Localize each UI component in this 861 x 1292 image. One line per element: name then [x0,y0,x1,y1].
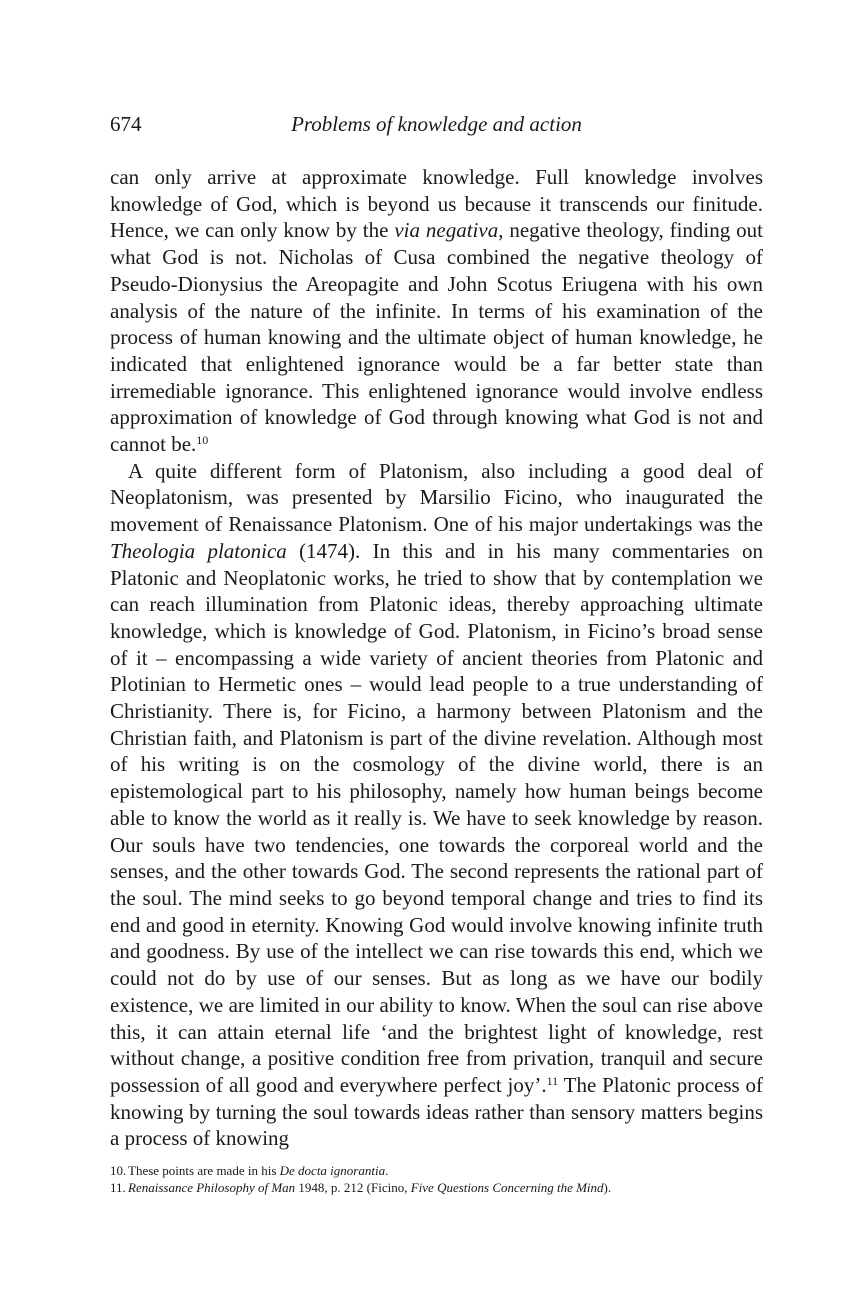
text-run: ). [603,1179,612,1195]
footnote-ref: 11 [546,1073,559,1088]
text-run: (1474). In this and in his many commentaries on Platonic and Neoplatonic works, he tried to show that by contemplation we can reach illumination from Platonic ideas, thereby approaching ultimate knowledge, which is knowledge of God. Platonism, in Ficino’s broad sense of it – encompassing a wide variety of ancient theories from Platonic and Plotinian to Hermetic ones – would lead people to a true understanding of Christianity. There is, for Ficino, a harmony between Platonism and the Christian faith, and Platonism is part of the divine revelation. Although most of his writing is on the cosmology of the divine world, there is an epistemological part to his philosophy, namely how human beings become able to know the world as it really is. We have to seek knowledge by reason. Our souls have two tendencies, one towards the corporeal world and the senses, and the other towards God. The second represents the rational part of the soul. The mind seeks to go beyond temporal change and tries to find its end and good in eternity. Knowing God would involve knowing infinite truth and goodness. By use of the intellect we can rise towards this end, which we could not do by use of our senses. But as long as we have our bodily existence, we are limited in our ability to know. When the soul can rise above this, it can attain eternal life ‘and the brightest light of knowledge, rest without change, a positive condition free from privation, tranquil and secure possession of all good and everywhere perfect joy’. [110,538,763,1097]
text-run: . [385,1163,389,1179]
footnotes [110,1163,763,1196]
italic-text: De docta ignorantia [279,1163,386,1179]
text-run: 1948, p. 212 (Ficino, [295,1179,411,1195]
footnote-11 [110,1180,763,1197]
footnote-text [128,1163,388,1180]
italic-text: Renaissance Philosophy of Man [128,1179,296,1195]
paragraph-2 [110,458,763,1152]
footnote-number: 10. [110,1163,127,1179]
italic-text: Theologia platonica [110,538,287,563]
footnote-text [128,1180,611,1197]
paragraph-1 [110,164,763,458]
page-number: 674 [110,112,142,136]
italic-text: via negativa [394,218,499,243]
text-run: A quite different form of Platonism, also including a good deal of Neoplatonism, was presented by Marsilio Ficino, who inaugurated the movement of Renaissance Platonism. One of his major undertakings was the [110,458,763,537]
footnote-10 [110,1163,763,1180]
text-run: These points are made in his [128,1163,280,1179]
italic-text: Five Questions Concerning the Mind [410,1179,604,1195]
body-text [110,164,763,1152]
footnote-number: 11. [110,1179,126,1195]
text-run: The Platonic process of knowing by turning the soul towards ideas rather than sensory matters begins a process of knowing [110,1072,763,1151]
footnote-ref: 10 [196,433,209,448]
text-run: , negative theology, finding out what God is not. Nicholas of Cusa combined the negative theology of Pseudo-Dionysius the Areopagite and John Scotus Eriugena with his own analysis of the nature of the infinite. In terms of his examination of the process of human knowing and the ultimate object of human knowledge, he indicated that enlightened ignorance would be a far better state than irremediable ignorance. This enlightened ignorance would involve endless approximation of knowledge of God through knowing what God is not and cannot be. [110,218,763,457]
text-run: can only arrive at approximate knowledge. Full knowledge involves knowledge of God, which is beyond us because it transcends our finitude. Hence, we can only know by the [110,165,763,243]
running-head: Problems of knowledge and action [291,112,582,136]
book-page [110,112,763,1196]
page-header [110,112,763,146]
